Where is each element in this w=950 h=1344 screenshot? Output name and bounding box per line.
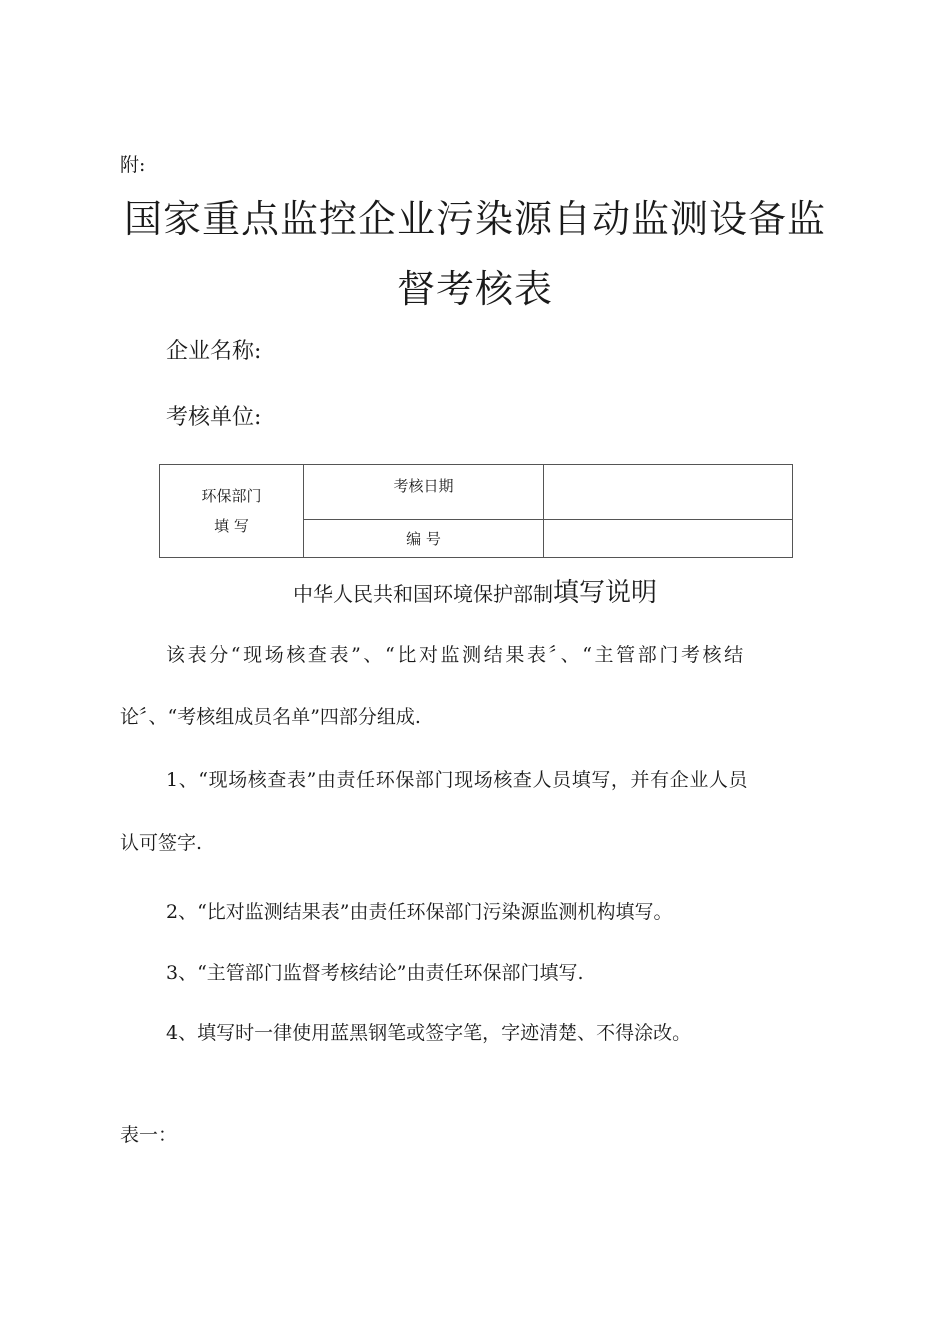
instruction-item-1-line-2: 认可签字. bbox=[120, 832, 203, 854]
company-name-label: 企业名称: bbox=[166, 339, 262, 364]
instruction-item-2: 2、“比对监测结果表”由责任环保部门污染源监测机构填写。 bbox=[166, 901, 673, 923]
instruction-item-3: 3、“主管部门监督考核结论”由责任环保部门填写. bbox=[166, 962, 584, 984]
info-table bbox=[159, 464, 793, 558]
instructions-title-main: 填写说明 bbox=[552, 578, 657, 608]
number-value[interactable] bbox=[544, 520, 793, 558]
dept-fill-label: 环保部门 bbox=[201, 487, 262, 505]
table-row bbox=[160, 465, 793, 520]
fill-label: 填 写 bbox=[214, 517, 249, 535]
dept-fill-cell bbox=[160, 465, 304, 558]
assess-date-label: 考核日期 bbox=[304, 465, 544, 520]
instruction-item-1-line-1: 1、“现场核查表”由责任环保部门现场核查人员填写，并有企业人员 bbox=[166, 769, 749, 791]
assessment-unit-label: 考核单位: bbox=[166, 405, 262, 430]
instructions-title bbox=[0, 572, 950, 609]
instruction-item-4: 4、填写时一律使用蓝黑钢笔或签字笔，字迹清楚、不得涂改。 bbox=[166, 1022, 692, 1044]
intro-paragraph-line-1: 该表分“现场核查表”、“比对监测结果表〞、“主管部门考核结 bbox=[166, 644, 746, 666]
assess-date-value[interactable] bbox=[544, 465, 793, 520]
attachment-label: 附: bbox=[120, 154, 146, 176]
table-1-label: 表一： bbox=[120, 1124, 178, 1146]
document-title-line-1: 国家重点监控企业污染源自动监测设备监 bbox=[123, 197, 826, 241]
instructions-title-prefix: 中华人民共和国环境保护部制 bbox=[292, 582, 553, 606]
intro-paragraph-line-2: 论〞、“考核组成员名单”四部分组成. bbox=[120, 706, 421, 728]
document-title-line-2: 督考核表 bbox=[396, 267, 553, 311]
number-label: 编 号 bbox=[304, 520, 544, 558]
